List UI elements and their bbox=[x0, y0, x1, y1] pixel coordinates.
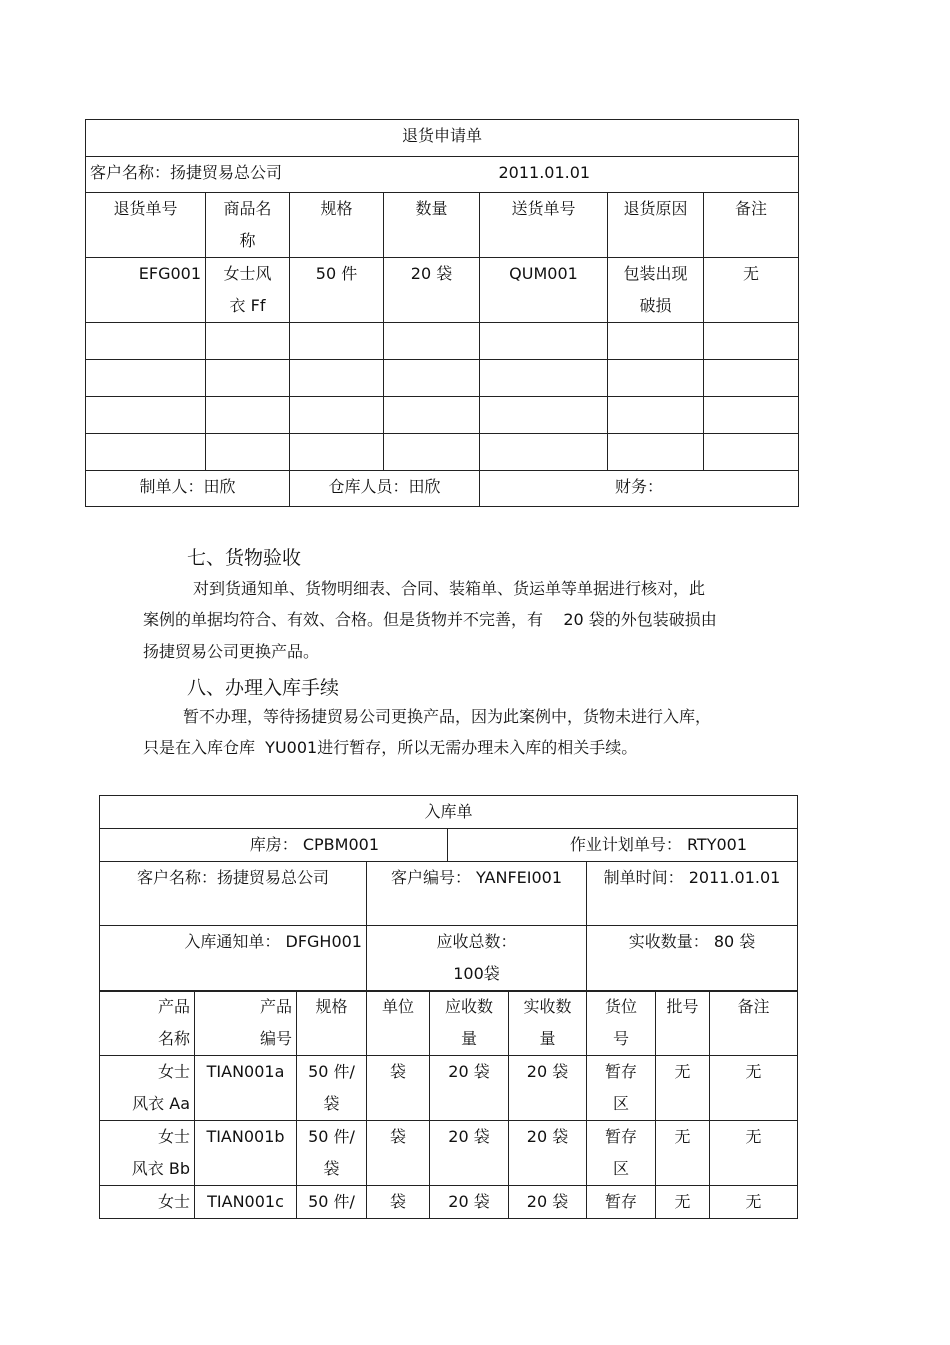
empty-row bbox=[86, 397, 799, 434]
inbound-notice: 入库通知单： DFGH001 bbox=[100, 926, 367, 992]
customer-name: 客户名称：扬捷贸易总公司 bbox=[100, 862, 367, 926]
warehouse-staff: 仓库人员：田欣 bbox=[290, 471, 480, 507]
received-quantity: 实收数量： 80 袋 bbox=[587, 926, 798, 992]
col-header: 规格 bbox=[290, 193, 384, 258]
form-date: 2011.01.01 bbox=[498, 163, 591, 182]
col-header: 送货单号 bbox=[480, 193, 608, 258]
col-header: 退货原因 bbox=[608, 193, 704, 258]
col-header: 产品 编号 bbox=[195, 991, 297, 1056]
header-row bbox=[86, 193, 799, 258]
cell: TIAN001c bbox=[195, 1186, 297, 1219]
col-header: 产品 名称 bbox=[100, 991, 195, 1056]
cell: 无 bbox=[710, 1186, 798, 1219]
customer-number: 客户编号： YANFEI001 bbox=[367, 862, 587, 926]
col-header: 规格 bbox=[297, 991, 367, 1056]
cell: 女士 bbox=[100, 1186, 195, 1219]
cell: 袋 bbox=[367, 1121, 430, 1186]
cell: 女士 风衣 Aa bbox=[100, 1056, 195, 1121]
cell: 无 bbox=[710, 1121, 798, 1186]
paragraph-line: 案例的单据均符合、有效、合格。但是货物并不完善，有 20 袋的外包装破损由 bbox=[143, 610, 717, 629]
footer-row bbox=[86, 471, 799, 507]
header-row bbox=[100, 991, 798, 1056]
cell: 女士 风衣 Bb bbox=[100, 1121, 195, 1186]
finance: 财务： bbox=[480, 471, 799, 507]
cell: 无 bbox=[656, 1056, 710, 1121]
cell: 无 bbox=[656, 1121, 710, 1186]
paragraph-line: 只是在入库仓库 YU001进行暂存，所以无需办理未入库的相关手续。 bbox=[143, 738, 638, 757]
plan-number: 作业计划单号： RTY001 bbox=[448, 829, 798, 862]
cell: 袋 bbox=[367, 1056, 430, 1121]
cell: 20 袋 bbox=[509, 1186, 587, 1219]
cell: 暂存 bbox=[587, 1186, 656, 1219]
cell: 20 袋 bbox=[430, 1121, 509, 1186]
section-heading: 七、货物验收 bbox=[187, 547, 302, 569]
cell: 袋 bbox=[367, 1186, 430, 1219]
col-header: 退货单号 bbox=[86, 193, 206, 258]
maker: 制单人：田欣 bbox=[86, 471, 290, 507]
paragraph-line: 对到货通知单、货物明细表、合同、装箱单、货运单等单据进行核对，此 bbox=[193, 579, 706, 598]
cell: 20 袋 bbox=[384, 258, 480, 323]
cell: 包装出现 破损 bbox=[608, 258, 704, 323]
table-row bbox=[100, 1121, 798, 1186]
cell: QUM001 bbox=[480, 258, 608, 323]
col-header: 应收数 量 bbox=[430, 991, 509, 1056]
empty-row bbox=[86, 360, 799, 397]
section-heading: 八、办理入库手续 bbox=[187, 677, 340, 699]
col-header: 货位 号 bbox=[587, 991, 656, 1056]
cell: 无 bbox=[710, 1056, 798, 1121]
col-header: 备注 bbox=[704, 193, 799, 258]
cell: 20 袋 bbox=[509, 1121, 587, 1186]
cell: TIAN001b bbox=[195, 1121, 297, 1186]
cell: 50 件 bbox=[290, 258, 384, 323]
created-time: 制单时间： 2011.01.01 bbox=[587, 862, 798, 926]
cell: 20 袋 bbox=[430, 1056, 509, 1121]
expected-total: 应收总数： 100袋 bbox=[367, 926, 587, 992]
col-header: 单位 bbox=[367, 991, 430, 1056]
paragraph-line: 暂不办理，等待扬捷贸易公司更换产品，因为此案例中，货物未进行入库， bbox=[183, 707, 712, 726]
cell: 50 件/ 袋 bbox=[297, 1056, 367, 1121]
cell: 无 bbox=[704, 258, 799, 323]
cell: TIAN001a bbox=[195, 1056, 297, 1121]
col-header: 批号 bbox=[656, 991, 710, 1056]
col-header: 实收数 量 bbox=[509, 991, 587, 1056]
inbound-form-items bbox=[99, 990, 798, 1219]
cell: 50 件/ bbox=[297, 1186, 367, 1219]
storeroom: 库房： CPBM001 bbox=[100, 829, 448, 862]
customer-row bbox=[86, 157, 799, 193]
table-row bbox=[86, 258, 799, 323]
form-title: 入库单 bbox=[100, 796, 798, 829]
inbound-form-top bbox=[99, 795, 798, 992]
return-application-form bbox=[85, 119, 799, 507]
table-row bbox=[100, 1056, 798, 1121]
cell: 暂存 区 bbox=[587, 1056, 656, 1121]
paragraph-line: 扬捷贸易公司更换产品。 bbox=[143, 642, 320, 661]
cell: 20 袋 bbox=[430, 1186, 509, 1219]
cell: 无 bbox=[656, 1186, 710, 1219]
table-row bbox=[100, 1186, 798, 1219]
col-header: 商品名 称 bbox=[206, 193, 290, 258]
cell: 50 件/ 袋 bbox=[297, 1121, 367, 1186]
col-header: 数量 bbox=[384, 193, 480, 258]
customer-name: 客户名称：扬捷贸易总公司 bbox=[90, 163, 283, 182]
empty-row bbox=[86, 323, 799, 360]
empty-row bbox=[86, 434, 799, 471]
col-header: 备注 bbox=[710, 991, 798, 1056]
cell: EFG001 bbox=[86, 258, 206, 323]
form-title: 退货申请单 bbox=[86, 120, 799, 157]
cell: 暂存 区 bbox=[587, 1121, 656, 1186]
cell: 20 袋 bbox=[509, 1056, 587, 1121]
cell: 女士风 衣 Ff bbox=[206, 258, 290, 323]
